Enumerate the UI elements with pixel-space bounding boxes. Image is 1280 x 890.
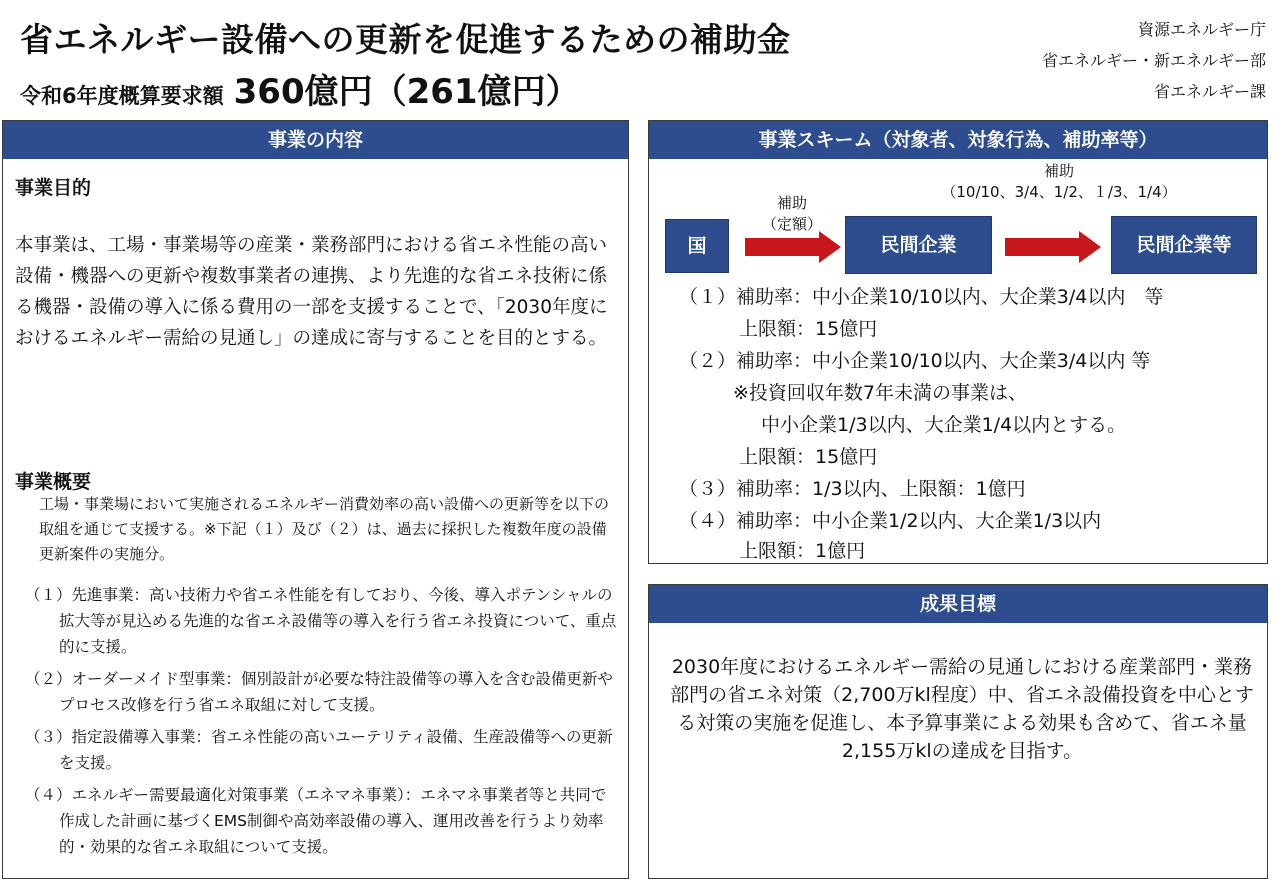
gov-box: 国 <box>665 219 729 273</box>
organization <box>1042 14 1266 107</box>
rate-line-7: （３）補助率：1/3以内、上限額：1億円 <box>679 478 1026 500</box>
outline-intro: 工場・事業場において実施されるエネルギー消費効率の高い設備への更新等を以下の取組を通じて支援する。※下記（１）及び（２）は、過去に採択した複数年度の設備更新案件の実施分。 <box>39 495 610 563</box>
org-division: 省エネルギー課 <box>1153 82 1266 101</box>
org-agency: 資源エネルギー庁 <box>1137 20 1266 39</box>
arrow1-label-sub: （定額） <box>761 215 822 233</box>
rate-line-8: （４）補助率：中小企業1/2以内、大企業1/3以内 <box>679 510 1102 532</box>
outline-title: 事業概要 <box>15 471 92 493</box>
private-entities-box: 民間企業等 <box>1111 216 1257 274</box>
arrow2-label-sub: （10/10、3/4、1/2、１/3、1/4） <box>941 183 1177 201</box>
rate-line-6: 上限額：15億円 <box>739 446 878 468</box>
private-company-box: 民間企業 <box>845 216 992 274</box>
rate-line-2: 上限額：15億円 <box>739 318 878 340</box>
page-title: 省エネルギー設備への更新を促進するための補助金 <box>20 20 791 59</box>
purpose-title: 事業目的 <box>15 177 92 199</box>
arrow2-label-main: 補助 <box>1043 162 1074 180</box>
rate-line-4: ※投資回収年数7年未満の事業は、 <box>733 382 1028 404</box>
scheme-panel <box>648 120 1268 564</box>
scheme-panel-header: 事業スキーム（対象者、対象行為、補助率等） <box>649 121 1267 159</box>
purpose-text: 本事業は、工場・事業場等の産業・業務部門における省エネ性能の高い設備・機器への更新や複数事業者の連携、より先進的な省エネ技術に係る機器・設備の導入に係る費用の一部を支援することで、「2030年度におけるエネルギー需給の見通し」の達成に寄与することを目的とする。 <box>15 235 608 349</box>
rate-line-5: 中小企業1/3以内、大企業1/4以内とする。 <box>761 414 1127 436</box>
budget-line <box>20 64 580 113</box>
outline-item-4: （４）エネルギー需要最適化対策事業（エネマネ事業）：エネマネ事業者等と共同で作成した計画に基づくEMS制御や高効率設備の導入、運用改善を行うより効率的・効果的な省エネ取組について支援。 <box>25 786 607 856</box>
rate-line-9: 上限額：1億円 <box>739 540 866 562</box>
result-panel-header: 成果目標 <box>649 585 1267 623</box>
arrow1-label-main: 補助 <box>776 194 807 212</box>
outline-item-1: （１）先進事業：高い技術力や省エネ性能を有しており、今後、導入ポテンシャルの拡大等が見込める先進的な省エネ設備等の導入を行う省エネ投資について、重点的に支援。 <box>25 586 617 656</box>
result-panel <box>648 584 1268 879</box>
arrow-private-to-entities-icon <box>1005 231 1101 263</box>
outline-item-3: （３）指定設備導入事業：省エネ性能の高いユーテリティ設備、生産設備等への更新を支援。 <box>25 728 613 772</box>
rate-line-3: （２）補助率：中小企業10/10以内、大企業3/4以内 等 <box>679 350 1151 372</box>
result-text: 2030年度におけるエネルギー需給の見通しにおける産業部門・業務部門の省エネ対策（2,700万kl程度）中、省エネ設備投資を中心とする対策の実施を促進し、本予算事業による効果も含めて、省エネ量2,155万klの達成を目指す。 <box>670 656 1254 762</box>
arrow1-label <box>737 193 847 235</box>
arrow2-label <box>889 161 1229 203</box>
content-panel-header: 事業の内容 <box>3 121 628 159</box>
outline-items <box>25 582 619 866</box>
arrow-gov-to-private-icon <box>745 231 841 263</box>
outline-item-2: （２）オーダーメイド型事業：個別設計が必要な特注設備等の導入を含む設備更新やプロセス改修を行う省エネ取組に対して支援。 <box>25 670 613 714</box>
budget-amount: 360億円（261億円） <box>233 72 580 112</box>
budget-label: 令和6年度概算要求額 <box>20 84 224 108</box>
rate-line-1: （１）補助率：中小企業10/10以内、大企業3/4以内 等 <box>679 286 1164 308</box>
org-department: 省エネルギー・新エネルギー部 <box>1041 51 1266 70</box>
content-panel <box>2 120 629 879</box>
